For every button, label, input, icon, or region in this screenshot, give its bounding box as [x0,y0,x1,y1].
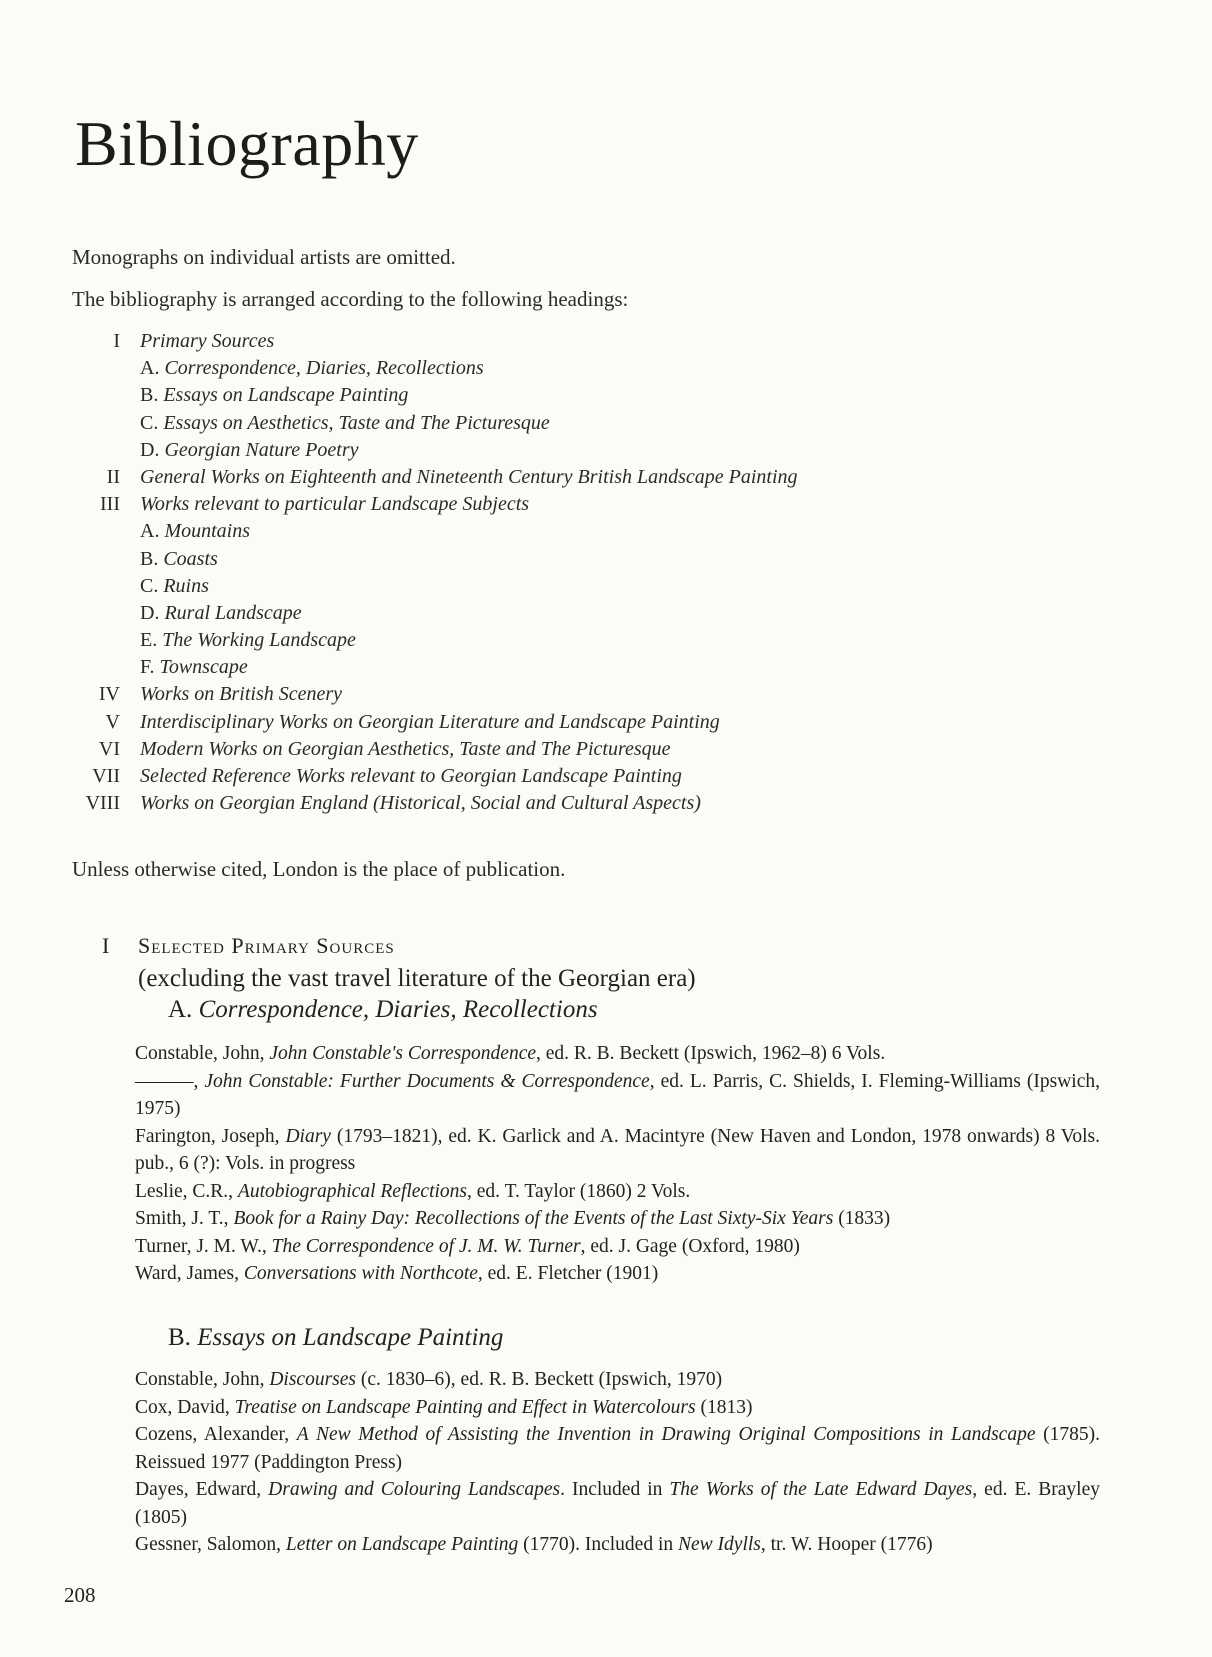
toc-item [60,575,960,602]
toc-item [60,629,960,656]
bibliography-entry [135,1233,1100,1261]
bibliography-entry [135,1260,1100,1288]
section-title: Selected Primary Sources [138,933,395,958]
toc-letter: D. [140,601,160,624]
toc-heading [140,439,359,462]
page-title: Bibliography [75,108,419,179]
toc-heading [140,384,408,407]
entry-title: Letter on Landscape Painting [285,1534,519,1555]
toc-item [60,466,960,493]
entry-text: Gessner, Salomon, [135,1534,286,1555]
toc-letter: B. [140,384,159,407]
bibliography-entry [135,1178,1100,1206]
table-of-headings [60,330,960,819]
entry-text: Turner, J. M. W., [135,1235,272,1257]
toc-heading-text: Works on British Scenery [140,683,343,706]
place-of-publication-note: Unless otherwise cited, London is the place of publication. [72,857,566,881]
toc-number: II [106,465,120,488]
intro-note: Monographs on individual artists are omitted. [72,245,456,269]
bibliography-entry [135,1366,1100,1394]
bibliography-entry [135,1068,1100,1123]
entry-title: John Constable's Correspondence [269,1043,537,1064]
toc-item [60,602,960,629]
toc-heading [140,792,701,815]
entry-text: (c. 1830–6), ed. R. B. Beckett (Ipswich, 1970) [356,1369,723,1390]
entry-text: (1793–1821), ed. K. Garlick and A. Macintyre (New Haven and London, 1978 onwards) 8 Vols. pub., 6 (?): Vols. in progress [135,1125,1100,1174]
entry-text: , tr. W. Hooper (1776) [760,1534,933,1555]
toc-number: V [105,710,120,733]
entry-text: Leslie, C.R., [135,1180,238,1202]
entry-title: Autobiographical Reflections [237,1180,468,1202]
intro-arrangement: The bibliography is arranged according to the following headings: [72,287,629,311]
toc-letter: B. [140,547,159,570]
toc-heading [140,330,274,353]
toc-heading [140,520,250,543]
entry-text: Farington, Joseph, [135,1125,286,1147]
toc-heading-text: Selected Reference Works relevant to Georgian Landscape Painting [140,765,682,787]
entry-title: New Idylls [678,1534,761,1555]
toc-item [60,493,960,520]
toc-heading-text: Essays on Aesthetics, Taste and The Picturesque [163,411,550,434]
entry-text: , ed. L. Parris, C. Shields, I. Fleming-Williams (Ipswich, 1975) [135,1070,1101,1119]
entry-text: , ed. E. Brayley (1805) [135,1479,1100,1528]
toc-item [60,384,960,411]
toc-letter: A. [140,520,160,543]
toc-heading-text: Essays on Landscape Painting [163,384,409,407]
entry-text: Constable, John, [135,1043,270,1064]
section-subtitle: (excluding the vast travel literature of the Georgian era) [138,965,696,992]
toc-item [60,520,960,547]
bibliography-entry [135,1531,1100,1559]
toc-heading-text: Georgian Nature Poetry [164,438,359,461]
page-number: 208 [64,1583,96,1607]
toc-item [60,711,960,738]
toc-item [60,656,960,683]
toc-heading-text: Mountains [164,520,251,543]
toc-heading-text: Rural Landscape [164,601,302,624]
toc-number: VI [98,737,120,760]
toc-heading-text: Ruins [163,574,209,597]
entry-text: (1770). Included in [518,1534,679,1555]
entry-title: The Correspondence of J. M. W. Turner [271,1235,581,1257]
entry-text: , ed. R. B. Beckett (Ipswich, 1962–8) 6 Vols. [536,1043,886,1064]
entry-text: . Included in [560,1479,670,1500]
entry-text: Cozens, Alexander, [135,1424,297,1445]
entry-text: Dayes, Edward, [135,1479,269,1500]
entry-title: Drawing and Colouring Landscapes [268,1479,561,1500]
entry-title: Diary [285,1125,331,1147]
toc-letter: C. [140,411,159,434]
toc-heading-text: The Working Landscape [162,629,356,652]
entry-title: John Constable: Further Documents & Correspondence [204,1070,650,1092]
toc-heading-text: Modern Works on Georgian Aesthetics, Taste and The Picturesque [140,737,671,760]
toc-item [60,548,960,575]
subsection-title: Essays on Landscape Painting [197,1324,504,1351]
entry-text: Cox, David, [135,1396,235,1418]
entry-text: Smith, J. T., [135,1208,234,1229]
toc-letter: A. [140,357,160,380]
bibliography-entry [135,1394,1100,1422]
toc-letter: C. [140,574,159,597]
bibliography-entry [135,1476,1100,1531]
toc-heading [140,412,550,435]
toc-heading [140,656,248,679]
entry-text: Ward, James, [135,1263,244,1284]
toc-heading [140,711,720,734]
toc-heading [140,765,682,788]
toc-number: III [100,493,120,516]
toc-item [60,412,960,439]
entry-text: Constable, John, [135,1369,270,1390]
toc-number: VII [92,765,120,787]
entry-text: , ed. T. Taylor (1860) 2 Vols. [467,1180,691,1202]
toc-heading [140,548,218,571]
toc-heading-text: Townscape [159,656,248,679]
entries-landscape-painting [135,1366,1100,1559]
toc-number: VIII [85,792,120,815]
toc-heading [140,357,484,380]
toc-letter: F. [140,656,155,679]
entry-title: The Works of the Late Edward Dayes [669,1479,973,1500]
toc-number: IV [98,683,120,706]
toc-heading [140,575,209,598]
entry-text: (1785). Reissued 1977 (Paddington Press) [135,1424,1100,1473]
toc-item [60,765,960,792]
toc-item [60,439,960,466]
toc-letter: E. [140,629,158,652]
toc-item [60,792,960,819]
toc-heading [140,493,529,516]
toc-letter: D. [140,438,160,461]
entry-title: Conversations with Northcote [243,1263,478,1284]
toc-heading [140,602,302,625]
toc-heading-text: Works on Georgian England (Historical, Social and Cultural Aspects) [140,792,701,815]
section-number: I [102,933,110,958]
subsection-letter: A. [168,996,193,1023]
subsection-letter: B. [168,1324,191,1351]
bibliography-entry [135,1205,1100,1233]
entry-title: Book for a Rainy Day: Recollections of the Events of the Last Sixty-Six Years [233,1208,834,1229]
toc-heading-text: Interdisciplinary Works on Georgian Literature and Landscape Painting [140,710,720,733]
entry-text: , ed. E. Fletcher (1901) [477,1263,659,1284]
toc-heading [140,466,798,489]
subsection-title: Correspondence, Diaries, Recollections [198,996,598,1023]
toc-heading [140,738,671,761]
entry-text: (1833) [833,1208,891,1229]
entry-text: ———, [135,1070,205,1092]
toc-heading-text: Correspondence, Diaries, Recollections [164,357,484,380]
bibliography-entry [135,1123,1100,1178]
toc-heading-text: General Works on Eighteenth and Nineteenth Century British Landscape Painting [140,465,798,488]
entry-text: , ed. J. Gage (Oxford, 1980) [580,1235,800,1257]
toc-item [60,357,960,384]
toc-item [60,683,960,710]
subsection-heading-a [168,996,598,1024]
toc-item [60,738,960,765]
toc-number: I [113,330,120,352]
bibliography-entry [135,1040,1100,1068]
toc-heading [140,683,342,706]
entry-title: Discourses [269,1369,357,1390]
entries-correspondence [135,1040,1100,1288]
subsection-heading-b [168,1324,503,1352]
entry-title: Treatise on Landscape Painting and Effect in Watercolours [234,1396,696,1418]
bibliography-entry [135,1421,1100,1476]
toc-heading-text: Works relevant to particular Landscape Subjects [140,493,530,516]
entry-title: A New Method of Assisting the Invention in Drawing Original Compositions in Landscape [296,1424,1036,1445]
entry-text: (1813) [695,1396,753,1418]
toc-heading-text: Primary Sources [140,330,275,352]
toc-heading-text: Coasts [163,547,218,570]
toc-heading [140,629,356,652]
toc-item [60,330,960,357]
